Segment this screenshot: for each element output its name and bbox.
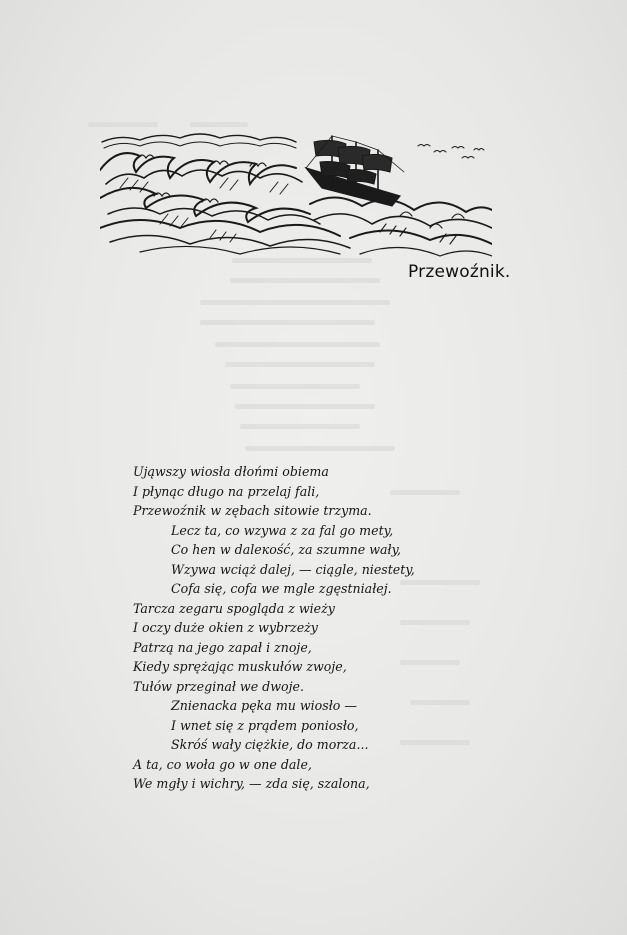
ship-on-waves-illustration: [100, 128, 492, 262]
poem-line-indented: Cofa się, cofa we mgle zgęstniałej.: [171, 581, 392, 596]
poem-line: Tułów przeginał we dwoje.: [133, 678, 304, 694]
show-through: [245, 446, 395, 451]
poem-line-indented: Znienacka pęka mu wiosło —: [171, 698, 357, 713]
poem-line: Kiedy sprężając muskułów zwoje,: [133, 659, 347, 674]
poem-line: Patrzą na jego zapał i znoje,: [133, 639, 312, 655]
show-through: [215, 342, 380, 347]
show-through: [88, 122, 158, 127]
poem-line: Ująwszy wiosła dłońmi obiema: [133, 464, 329, 479]
poem-line-indented: I wnet się z prądem poniosło,: [171, 717, 359, 733]
poem-line: I płynąc długo na przelaj fali,: [133, 483, 320, 499]
show-through: [190, 122, 248, 127]
poem-line-indented: Skróś wały ciężkie, do morza...: [171, 737, 369, 752]
poem-line-indented: Co hen w daleкość, za szumne wały,: [171, 542, 402, 557]
poem-line-indented: Wzywa wciąż dalej, — ciągle, niestety,: [171, 561, 415, 577]
show-through: [235, 404, 375, 409]
poem-line: Przewoźnik w zębach sitowie trzyma.: [133, 503, 372, 518]
poem-line: Tarcza zegaru spogląda z wieży: [133, 600, 335, 616]
poem-line: We mgły i wichry, — zda się, szalona,: [133, 776, 370, 791]
show-through: [225, 362, 375, 367]
poem-line: A ta, co woła go w one dale,: [133, 756, 312, 772]
poem-body: [133, 462, 463, 794]
show-through: [200, 320, 375, 325]
poem-title: Przewoźnik.: [408, 262, 511, 282]
poem-line-indented: Lecz ta, co wzywa z za fal go mety,: [171, 522, 394, 538]
show-through: [200, 300, 390, 305]
show-through: [240, 424, 360, 429]
show-through: [230, 278, 380, 283]
waves-ship-drawing: [100, 128, 492, 262]
poem-line: I oczy duże okien z wybrzeży: [133, 620, 318, 635]
show-through: [230, 384, 360, 389]
